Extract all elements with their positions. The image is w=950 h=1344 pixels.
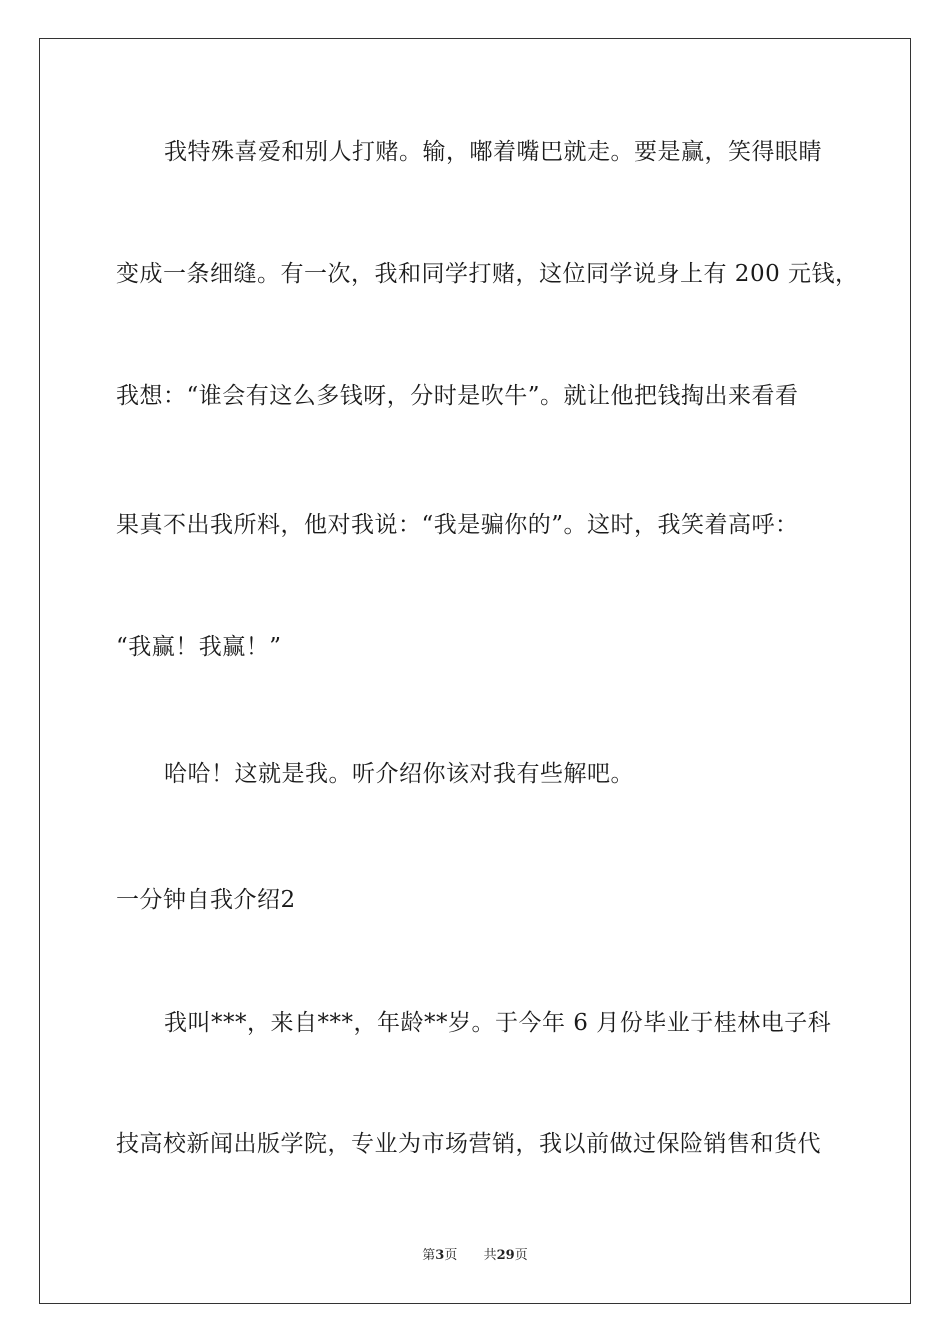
paragraph-line: 技高校新闻出版学院，专业为市场营销，我以前做过保险销售和货代 bbox=[116, 1131, 821, 1157]
page-label-suffix: 页 bbox=[444, 1248, 458, 1263]
paragraph-line: “我赢！我赢！” bbox=[116, 634, 282, 660]
total-label-prefix: 共 bbox=[483, 1248, 497, 1263]
section-heading: 一分钟自我介绍2 bbox=[116, 887, 296, 913]
paragraph-line: 我想：“谁会有这么多钱呀，分时是吹牛”。就让他把钱掏出来看看 bbox=[116, 383, 799, 409]
paragraph-line: 变成一条细缝。有一次，我和同学打赌，这位同学说身上有 200 元钱， bbox=[116, 261, 859, 287]
page-number: 3 bbox=[435, 1248, 445, 1263]
total-pages: 29 bbox=[496, 1248, 515, 1263]
page-border bbox=[39, 38, 911, 1304]
paragraph-line: 我特殊喜爱和别人打赌。输，嘟着嘴巴就走。要是赢，笑得眼睛 bbox=[164, 139, 822, 165]
page-label-prefix: 第 bbox=[422, 1248, 436, 1263]
page-footer bbox=[0, 1247, 950, 1265]
paragraph-line: 果真不出我所料，他对我说：“我是骗你的”。这时，我笑着高呼： bbox=[116, 512, 799, 538]
paragraph-line: 我叫***，来自***，年龄**岁。于今年 6 月份毕业于桂林电子科 bbox=[164, 1010, 832, 1036]
total-label-suffix: 页 bbox=[514, 1248, 528, 1263]
paragraph-line: 哈哈！这就是我。听介绍你该对我有些解吧。 bbox=[164, 761, 634, 787]
